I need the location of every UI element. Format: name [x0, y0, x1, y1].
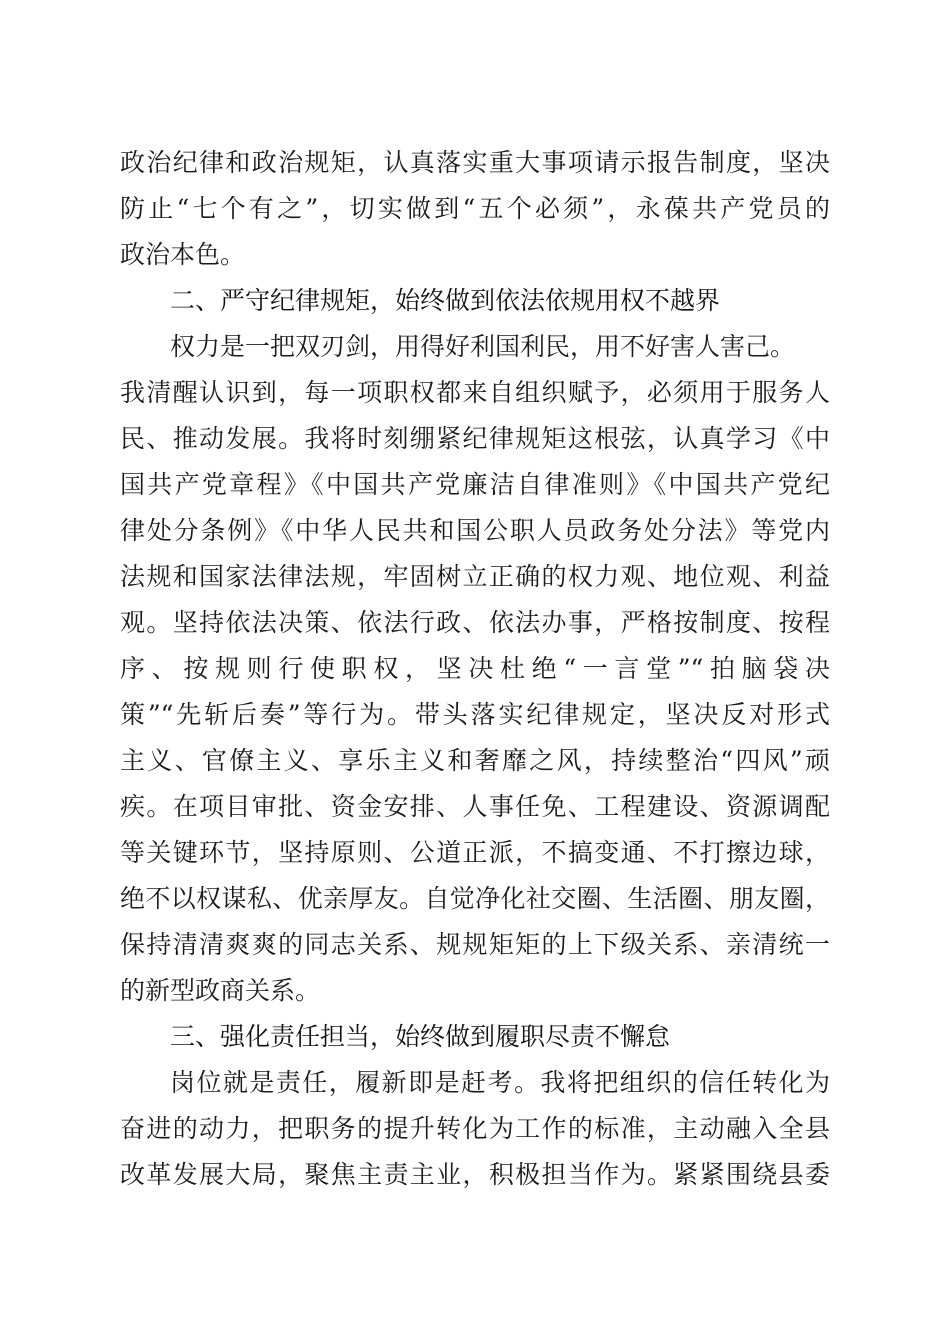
paragraph-line: 观。坚持依法决策、依法行政、依法办事，严格按制度、按程 — [120, 608, 830, 637]
paragraph-line: 疾。在项目审批、资金安排、人事任免、工程建设、资源调配 — [120, 792, 830, 821]
paragraph-line: 序、按规则行使职权，坚决杜绝“一言堂”“拍脑袋决 — [120, 654, 830, 683]
paragraph-line: 改革发展大局，聚焦主责主业，积极担当作为。紧紧围绕县委 — [120, 1160, 830, 1189]
paragraph-line: 国共产党章程》《中国共产党廉洁自律准则》《中国共产党纪 — [120, 470, 830, 499]
section-heading: 二、严守纪律规矩，始终做到依法依规用权不越界 — [170, 286, 721, 315]
paragraph-line: 主义、官僚主义、享乐主义和奢靡之风，持续整治“四风”顽 — [120, 746, 830, 775]
paragraph-line: 法规和国家法律法规，牢固树立正确的权力观、地位观、利益 — [120, 562, 830, 591]
paragraph-line: 政治纪律和政治规矩，认真落实重大事项请示报告制度，坚决 — [120, 148, 830, 177]
paragraph-line: 绝不以权谋私、优亲厚友。自觉净化社交圈、生活圈、朋友圈， — [120, 884, 830, 913]
paragraph-line: 政治本色。 — [120, 240, 246, 269]
paragraph-line: 民、推动发展。我将时刻绷紧纪律规矩这根弦，认真学习《中 — [120, 424, 830, 453]
paragraph-line: 的新型政商关系。 — [120, 976, 321, 1005]
paragraph-line: 策”“先斩后奏”等行为。带头落实纪律规定，坚决反对形式 — [120, 700, 830, 729]
paragraph-line: 奋进的动力，把职务的提升转化为工作的标准，主动融入全县 — [120, 1114, 830, 1143]
paragraph-line: 权力是一把双刃剑，用得好利国利民，用不好害人害己。 — [170, 332, 796, 361]
paragraph-line: 保持清清爽爽的同志关系、规规矩矩的上下级关系、亲清统一 — [120, 930, 830, 959]
paragraph-line: 律处分条例》《中华人民共和国公职人员政务处分法》等党内 — [120, 516, 830, 545]
paragraph-line: 等关键环节，坚持原则、公道正派，不搞变通、不打擦边球， — [120, 838, 830, 867]
paragraph-line: 我清醒认识到，每一项职权都来自组织赋予，必须用于服务人 — [120, 378, 830, 407]
paragraph-line: 岗位就是责任，履新即是赶考。我将把组织的信任转化为 — [170, 1068, 830, 1097]
section-heading: 三、强化责任担当，始终做到履职尽责不懈怠 — [170, 1022, 671, 1051]
paragraph-line: 防止“七个有之”，切实做到“五个必须”，永葆共产党员的 — [120, 194, 830, 223]
